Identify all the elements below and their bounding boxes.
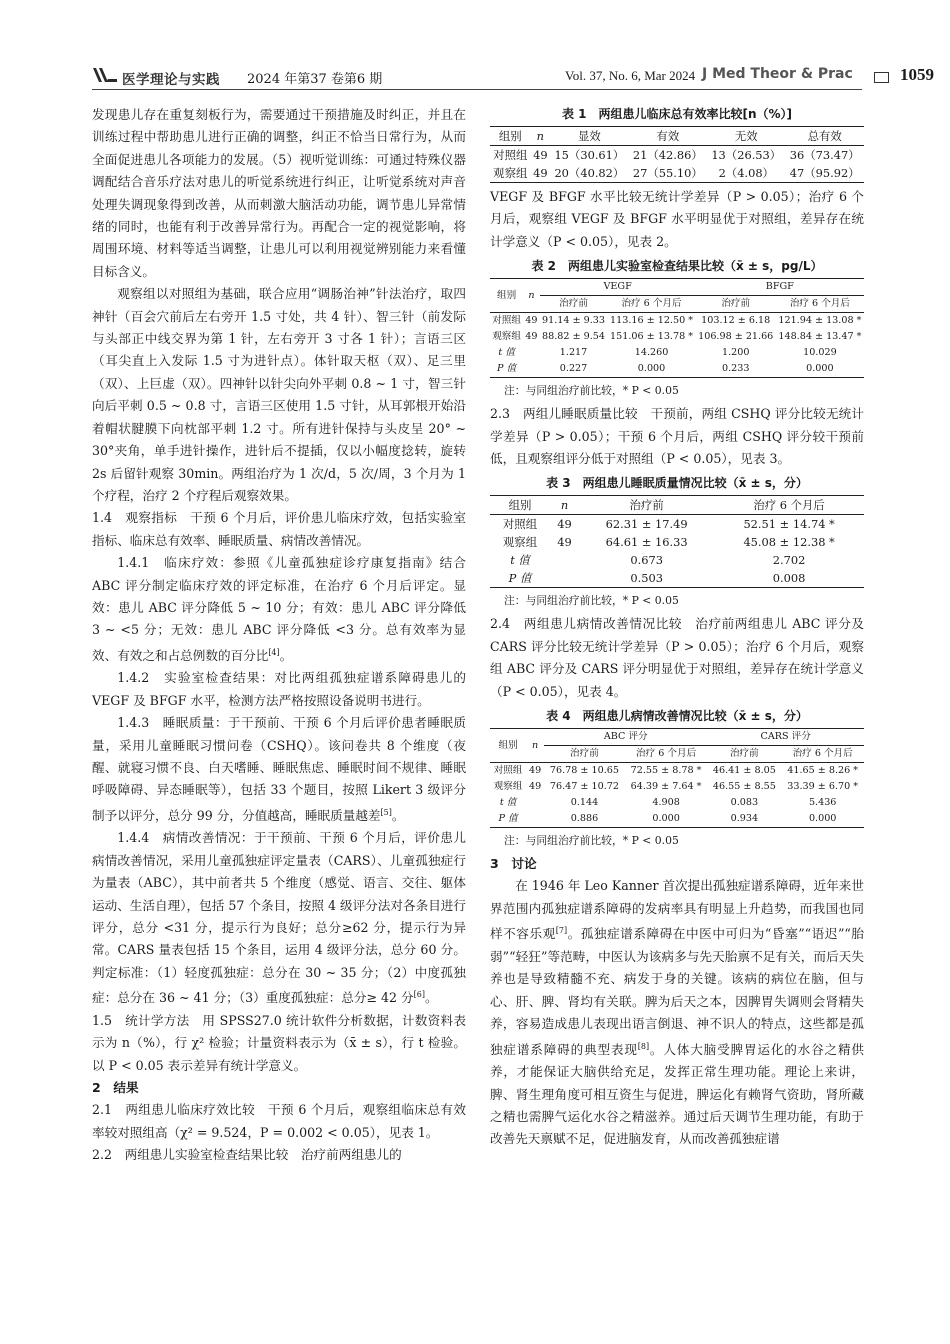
table-header-cell: 治疗 6 个月后: [792, 748, 853, 760]
section-1-4-3: [92, 712, 466, 827]
table-3-note: 注：与同组治疗前比较，* P < 0.05: [504, 594, 679, 608]
table-cell: [523, 345, 539, 361]
table-1-caption: 表 1 两组患儿临床总有效率比较[n（%）]: [561, 107, 793, 121]
table-header-cell: 治疗前: [579, 496, 714, 515]
table-header-cell: 显效: [550, 127, 628, 146]
table-header-row: [490, 279, 864, 296]
table-cell: 0.000: [607, 361, 695, 378]
section-text: 于干预前、干预 6 个月后，评价患儿病情改善情况，采用儿童孤独症评定量表（CARS）、儿童孤独症行为量表（ABC），其中前者共 5 个维度（感觉、语言、交往、躯体运动、生活自理），包括 57 个条目，按照 4 级评分法对各条目进行评分，总分 <31 分，提示行为良好；总分≥62 分，提示行为异常。CARS 量表包括 15 个条目，运用 4 级评分法，总分 60 分。判定标准：（1）轻度孤独症：总分在 30 ~ 35 分；（2）中度孤独症：总分在 36 ~ 41 分；（3）重度孤独症：总分≥ 42 分: [92, 830, 466, 1006]
table-cell: 观察组: [490, 164, 531, 183]
table-cell: 0.934: [707, 811, 781, 828]
table-cell: 151.06 ± 13.78 *: [610, 331, 694, 343]
table-cell: 49: [523, 313, 539, 330]
table-row: [490, 811, 864, 828]
section-1-5: [92, 1010, 466, 1077]
section-1-4-2: [92, 667, 466, 712]
table-cell: 41.65 ± 8.26 *: [781, 763, 864, 780]
table-cell: 21（42.86）: [629, 146, 707, 165]
paragraph: 观察组以对照组为基础，联合应用“调肠治神”针法治疗，取四神针（百会穴前后左右旁开 1.5 寸处，共 4 针）、智三针（前发际与头部正中线交界为第 1 针，左右旁开 3 寸各 1 针）；言语三区（耳尖直上入发际 1.5 寸为进针点）。体针取天枢（双）、足三里（双）、上巨虚（双）。四神针以针尖向外平刺 0.8 ~ 1 寸，智三针向后平刺 0.5 ~ 0.8 寸，言语三区使用 1.5 寸针，从耳郭根开始沿着帽状腱膜下向枕部平刺 1.2 寸。所有进针保持与头皮呈 20° ~ 30°夹角，单手进针操作，进针后不提插，仅以小幅度捻转，旋转 2s 后留针观察 30min。两组治疗为 1 次/d，5 次/周，3 个月为 1 个疗程，治疗 2 个疗程后观察效果。: [92, 286, 466, 503]
section-2-3: [490, 403, 864, 470]
table-cell: 76.47 ± 10.72: [549, 781, 619, 793]
table-cell: 5.436: [808, 797, 837, 809]
table-cell: 0.083: [730, 797, 759, 809]
table-cell: 47（95.92）: [785, 164, 864, 183]
discussion-text: 。人体大脑受脾胃运化的水谷之精供养，才能保证大脑供给充足，发挥正常生理功能。理论上来讲，脾、肾生理角度可相互资生与促进，脾运化有赖肾气资助，肾所藏之精也需脾气运化水谷之精滋养。通过后天调节生理功能，有助于改善先天禀赋不足，促进脑发育，从而改善孤独症谱: [490, 1041, 865, 1147]
section-text: 干预前，两组 CSHQ 评分比较无统计学差异（P > 0.05）；干预 6 个月后，两组 CSHQ 评分较干预前低，且观察组评分低于对照组（P < 0.05），见表 3。: [490, 406, 864, 467]
section-heading: 1.4.4 病情改善情况：: [117, 830, 254, 846]
table-cell: 2.702: [772, 553, 806, 568]
table-cell: 49: [550, 515, 579, 534]
table-cell: 10.029: [803, 347, 837, 359]
table-cell: 46.55 ± 8.55: [712, 781, 776, 793]
table-cell: 121.94 ± 13.08 *: [776, 313, 864, 330]
section-text: 参照《儿童孤独症诊疗康复指南》结合 ABC 评分制定临床疗效的评定标准，在治疗 6 个月后评定。显效：患儿 ABC 评分降低 5 ~ 10 分；有效：患儿 ABC 评分降低 3 ~ <5 分；无效：患儿 ABC 评分降低 <3 分。总有效率为显效、有效之和占总例数的百分比: [92, 555, 466, 663]
table-header-row: [490, 496, 864, 515]
running-header: [92, 65, 934, 88]
table-header-cell: 组别: [490, 127, 531, 146]
table-cell: 45.08 ± 12.38 *: [743, 535, 835, 550]
table-header-cell: n: [550, 496, 579, 515]
punct: 。: [424, 990, 438, 1006]
table-cell: 0.000: [776, 361, 864, 378]
table-cell: [550, 569, 579, 588]
table-row: [490, 313, 864, 330]
table-cell: 91.14 ± 9.33: [540, 313, 608, 330]
table-cell: [526, 811, 544, 828]
table-cell: 62.31 ± 17.49: [579, 515, 714, 534]
table-header-cell: 治疗 6 个月后: [714, 496, 864, 515]
table-header-cell: 治疗前: [570, 748, 599, 760]
citation: [7]: [555, 926, 568, 936]
table-header-cell: n: [523, 279, 539, 313]
table-header-cell: CARS 评分: [707, 729, 864, 746]
table-row: [490, 515, 864, 534]
table-cell: [523, 361, 539, 378]
table-header-cell: 组别: [490, 279, 523, 313]
table-header-cell: VEGF: [540, 279, 696, 296]
table-header-row: [490, 729, 864, 746]
discussion-text: 在 1946 年 Leo Kanner 首次提出孤独症谱系障碍，近年来世界范围内孤独症谱系障碍的发病率具有明显上升趋势，而我国也同样不容乐观: [490, 878, 864, 942]
table-row: [490, 329, 864, 345]
table-cell: 14.260: [634, 347, 669, 359]
table-header-cell: 组别: [490, 496, 550, 515]
table-cell: P 值: [490, 361, 523, 378]
citation: [4]: [268, 647, 280, 657]
table-header-cell: 治疗前: [729, 748, 759, 760]
paragraph: VEGF 及 BFGF 水平比较无统计学差异（P > 0.05）；治疗 6 个月后，观察组 VEGF 及 BFGF 水平明显优于对照组，差异存在统计学意义（P < 0.05），见表 2。: [490, 189, 864, 249]
page-number: 1059: [900, 65, 934, 84]
table-cell: 72.55 ± 8.78 *: [625, 763, 708, 780]
table-cell: 0.503: [579, 569, 714, 588]
table-cell: 36（73.47）: [785, 146, 864, 165]
table-3: [490, 495, 864, 588]
table-row: [490, 551, 864, 569]
table-row: [490, 779, 864, 795]
discussion-paragraph: [490, 875, 864, 1150]
table-row: [490, 533, 864, 551]
section-heading: 2.2 两组患儿实验室检查结果比较: [92, 1147, 289, 1163]
table-cell: t 值: [498, 347, 515, 359]
table-4: [490, 728, 864, 828]
section-2-2: [92, 1144, 466, 1166]
table-header-cell: 有效: [629, 127, 707, 146]
table-header-cell: 治疗前: [721, 298, 751, 310]
section-1-4-4: [92, 827, 466, 1009]
table-cell: 0.144: [570, 797, 599, 809]
header-rule: [92, 89, 862, 90]
table-4-note: 注：与同组治疗前比较，* P < 0.05: [504, 834, 679, 848]
citation: [6]: [413, 990, 425, 1000]
section-2-1: [92, 1099, 466, 1144]
table-cell: 观察组: [502, 535, 538, 550]
table-cell: [526, 795, 544, 811]
punct: 。: [391, 807, 405, 823]
table-cell: 0.000: [625, 811, 708, 828]
table-cell: 113.16 ± 12.50 *: [607, 313, 695, 330]
table-header-cell: 总有效: [785, 127, 864, 146]
table-cell: 0.233: [696, 361, 776, 378]
table-cell: 15（30.61）: [550, 146, 628, 165]
citation: [5]: [380, 807, 392, 817]
table-cell: 52.51 ± 14.74 *: [714, 515, 864, 534]
right-column: [490, 104, 864, 1151]
table-cell: 49: [531, 146, 551, 165]
table-2: [490, 278, 864, 378]
table-cell: 103.12 ± 6.18: [696, 313, 776, 330]
section-1-4: [92, 507, 466, 552]
section-3-heading: 3 讨论: [490, 856, 537, 872]
section-heading: 2.4 两组患儿病情改善情况比较: [490, 616, 683, 632]
table-header-cell: 治疗前: [559, 298, 588, 310]
table-row: [490, 763, 864, 780]
table-header-cell: ABC 评分: [544, 729, 707, 746]
table-cell: 106.98 ± 21.66: [698, 331, 774, 343]
table-cell: 对照组: [490, 146, 531, 165]
table-header-cell: 治疗 6 个月后: [621, 298, 682, 310]
table-cell: 1.200: [721, 347, 750, 359]
section-heading: 2.3 两组儿睡眠质量比较: [490, 406, 638, 422]
table-header-cell: 无效: [707, 127, 785, 146]
header-box-icon: [874, 72, 889, 83]
table-row: [490, 345, 864, 361]
table-cell: [550, 551, 579, 569]
table-header-cell: n: [531, 127, 551, 146]
table-row: [490, 146, 864, 165]
citation: [8]: [637, 1041, 650, 1051]
punct: 。: [279, 647, 293, 663]
table-subheader-row: [490, 296, 864, 313]
table-cell: 13（26.53）: [707, 146, 785, 165]
journal-logo-icon: [92, 66, 118, 84]
table-1: [490, 126, 864, 183]
table-cell: 观察组: [492, 331, 521, 343]
table-2-caption: 表 2 两组患儿实验室检查结果比较（x̄ ± s，pg/L）: [531, 259, 823, 274]
table-4-caption: 表 4 两组患儿病情改善情况比较（x̄ ± s，分）: [546, 709, 808, 724]
section-heading: 1.4.3 睡眠质量：: [117, 715, 228, 731]
table-header-cell: 治疗 6 个月后: [636, 748, 697, 760]
table-cell: 0.886: [544, 811, 625, 828]
table-header-cell: 组别: [490, 729, 526, 763]
section-1-4-1: [92, 552, 466, 667]
table-cell: t 值: [499, 797, 517, 809]
section-text: 用 SPSS27.0 统计软件分析数据，计数资料表示为 n（%），行 χ² 检验；计量资料表示为（x̄ ± s），行 t 检验。以 P < 0.05 表示差异有统计学意义。: [92, 1012, 467, 1073]
table-cell: 对照组: [490, 313, 523, 330]
table-cell: 20（40.82）: [550, 164, 628, 183]
section-text: 治疗前两组患儿 ABC 评分及 CARS 评分比较无统计学差异（P > 0.05）；治疗 6 个月后，观察组 ABC 评分及 CARS 评分明显优于对照组，差异存在统计学意义（P < 0.05），见表 4。: [490, 616, 864, 699]
table-cell: 1.217: [559, 347, 588, 359]
table-row: [490, 569, 864, 588]
section-heading: 2.1 两组患儿临床疗效比较: [92, 1102, 256, 1118]
table-header-row: [490, 127, 864, 146]
table-cell: 对照组: [490, 763, 526, 780]
table-header-cell: n: [526, 729, 544, 763]
table-cell: 49: [526, 763, 544, 780]
table-cell: 148.84 ± 13.47 *: [778, 331, 862, 343]
table-cell: P 值: [490, 569, 550, 588]
discussion-text: 。孤独症谱系障碍在中医中可归为“昏塞”“语迟”“胎弱”“轻狂”等范畴，中医认为该病多与先天胎禀不足有关，而后天失养也是导致精髓不充、病发于身的关键。该病的病位在脑，但与心、肝、脾、肾均有关联。脾为后天之本，因脾胃失调则会肾精失养，容易造成患儿表现出语言倒退、神不识人的特点，这些都是孤独症谱系障碍的典型表现: [490, 926, 864, 1057]
table-subheader-row: [490, 746, 864, 763]
table-cell: 49: [531, 164, 551, 183]
volume-en: Vol. 37, No. 6, Mar 2024: [565, 68, 696, 83]
section-text: 对比两组孤独症谱系障碍患儿的 VEGF 及 BFGF 水平，检测方法严格按照设备说明书进行。: [92, 670, 467, 708]
table-cell: t 值: [510, 553, 530, 568]
table-row: [490, 164, 864, 183]
table-cell: 64.61 ± 16.33: [605, 535, 688, 550]
table-cell: 4.908: [652, 797, 680, 809]
section-text: 于干预前、干预 6 个月后评价患者睡眠质量，采用儿童睡眠习惯问卷（CSHQ）。该问卷共 8 个维度（夜醒、就寝习惯不良、白天嗜睡、睡眠焦虑、睡眠时间不规律、睡眠呼吸障碍、异态睡眠等），包括 33 个题目，按照 Likert 3 级评分制予以评分，总分 99 分，分值越高，睡眠质量越差: [92, 715, 466, 823]
journal-name-cn: 医学理论与实践: [122, 72, 220, 88]
table-cell: 0.000: [781, 811, 864, 828]
table-3-caption: 表 3 两组患儿睡眠质量情况比较（x̄ ± s，分）: [546, 476, 808, 491]
table-cell: 76.78 ± 10.65: [544, 763, 625, 780]
table-cell: 49: [525, 331, 538, 343]
table-cell: 46.41 ± 8.05: [707, 763, 781, 780]
paragraph: 发现患儿存在重复刻板行为，需要通过干预措施及时纠正，并且在训练过程中帮助患儿进行正确的调整，纠正不恰当日常行为，从而全面促进患儿各项能力的发展。（5）视听觉训练：可通过特殊仪器调配结合音乐疗法对患儿的听觉系统进行纠正，让听觉系统对声音处理失调现象得到改善，从而刺激大脑活动功能，调节患儿异常情绪的同时，也能有利于改善异常行为。再配合一定的视觉影响，将周围环境、材料等适当调整，让患儿可以利用视觉辨别能力来看懂目标含义。: [92, 107, 466, 279]
table-cell: 27（55.10）: [629, 164, 707, 183]
journal-abbr: J Med Theor & Prac: [702, 66, 853, 82]
table-2-note: 注：与同组治疗前比较，* P < 0.05: [504, 384, 679, 398]
table-cell: 观察组: [493, 781, 523, 793]
section-heading: 1.4.1 临床疗效：: [117, 555, 234, 571]
section-text: 干预 6 个月后，观察组临床总有效率较对照组高（χ² = 9.524，P = 0.002 < 0.05），见表 1。: [92, 1102, 466, 1140]
table-cell: 64.39 ± 7.64 *: [630, 781, 702, 793]
table-cell: 0.008: [714, 569, 864, 588]
table-header-cell: BFGF: [696, 279, 864, 296]
table-cell: 88.82 ± 9.54: [542, 331, 606, 343]
table-cell: 49: [529, 781, 542, 793]
table-cell: 49: [557, 535, 572, 550]
section-2-heading: 2 结果: [92, 1080, 139, 1096]
table-cell: P 值: [490, 811, 526, 828]
table-header-cell: 治疗 6 个月后: [789, 298, 850, 310]
table-row: [490, 361, 864, 378]
section-heading: 1.4.2 实验室检查结果：: [117, 670, 275, 686]
section-text: 干预 6 个月后，评价患儿临床疗效，包括实验室指标、临床总有效率、睡眠质量、病情改善情况。: [92, 510, 466, 548]
table-cell: 对照组: [490, 515, 550, 534]
table-cell: 0.227: [540, 361, 608, 378]
section-heading: 1.5 统计学方法: [92, 1012, 190, 1028]
section-2-4: [490, 613, 864, 703]
section-heading: 1.4 观察指标: [92, 510, 178, 526]
issue-cn: 2024 年第37 卷第6 期: [247, 72, 383, 87]
table-row: [490, 795, 864, 811]
table-cell: 2（4.08）: [707, 164, 785, 183]
table-cell: 0.673: [630, 553, 663, 568]
section-text: 治疗前两组患儿的: [288, 1147, 402, 1163]
table-cell: 33.39 ± 6.70 *: [787, 781, 859, 793]
left-column: [92, 104, 466, 1167]
